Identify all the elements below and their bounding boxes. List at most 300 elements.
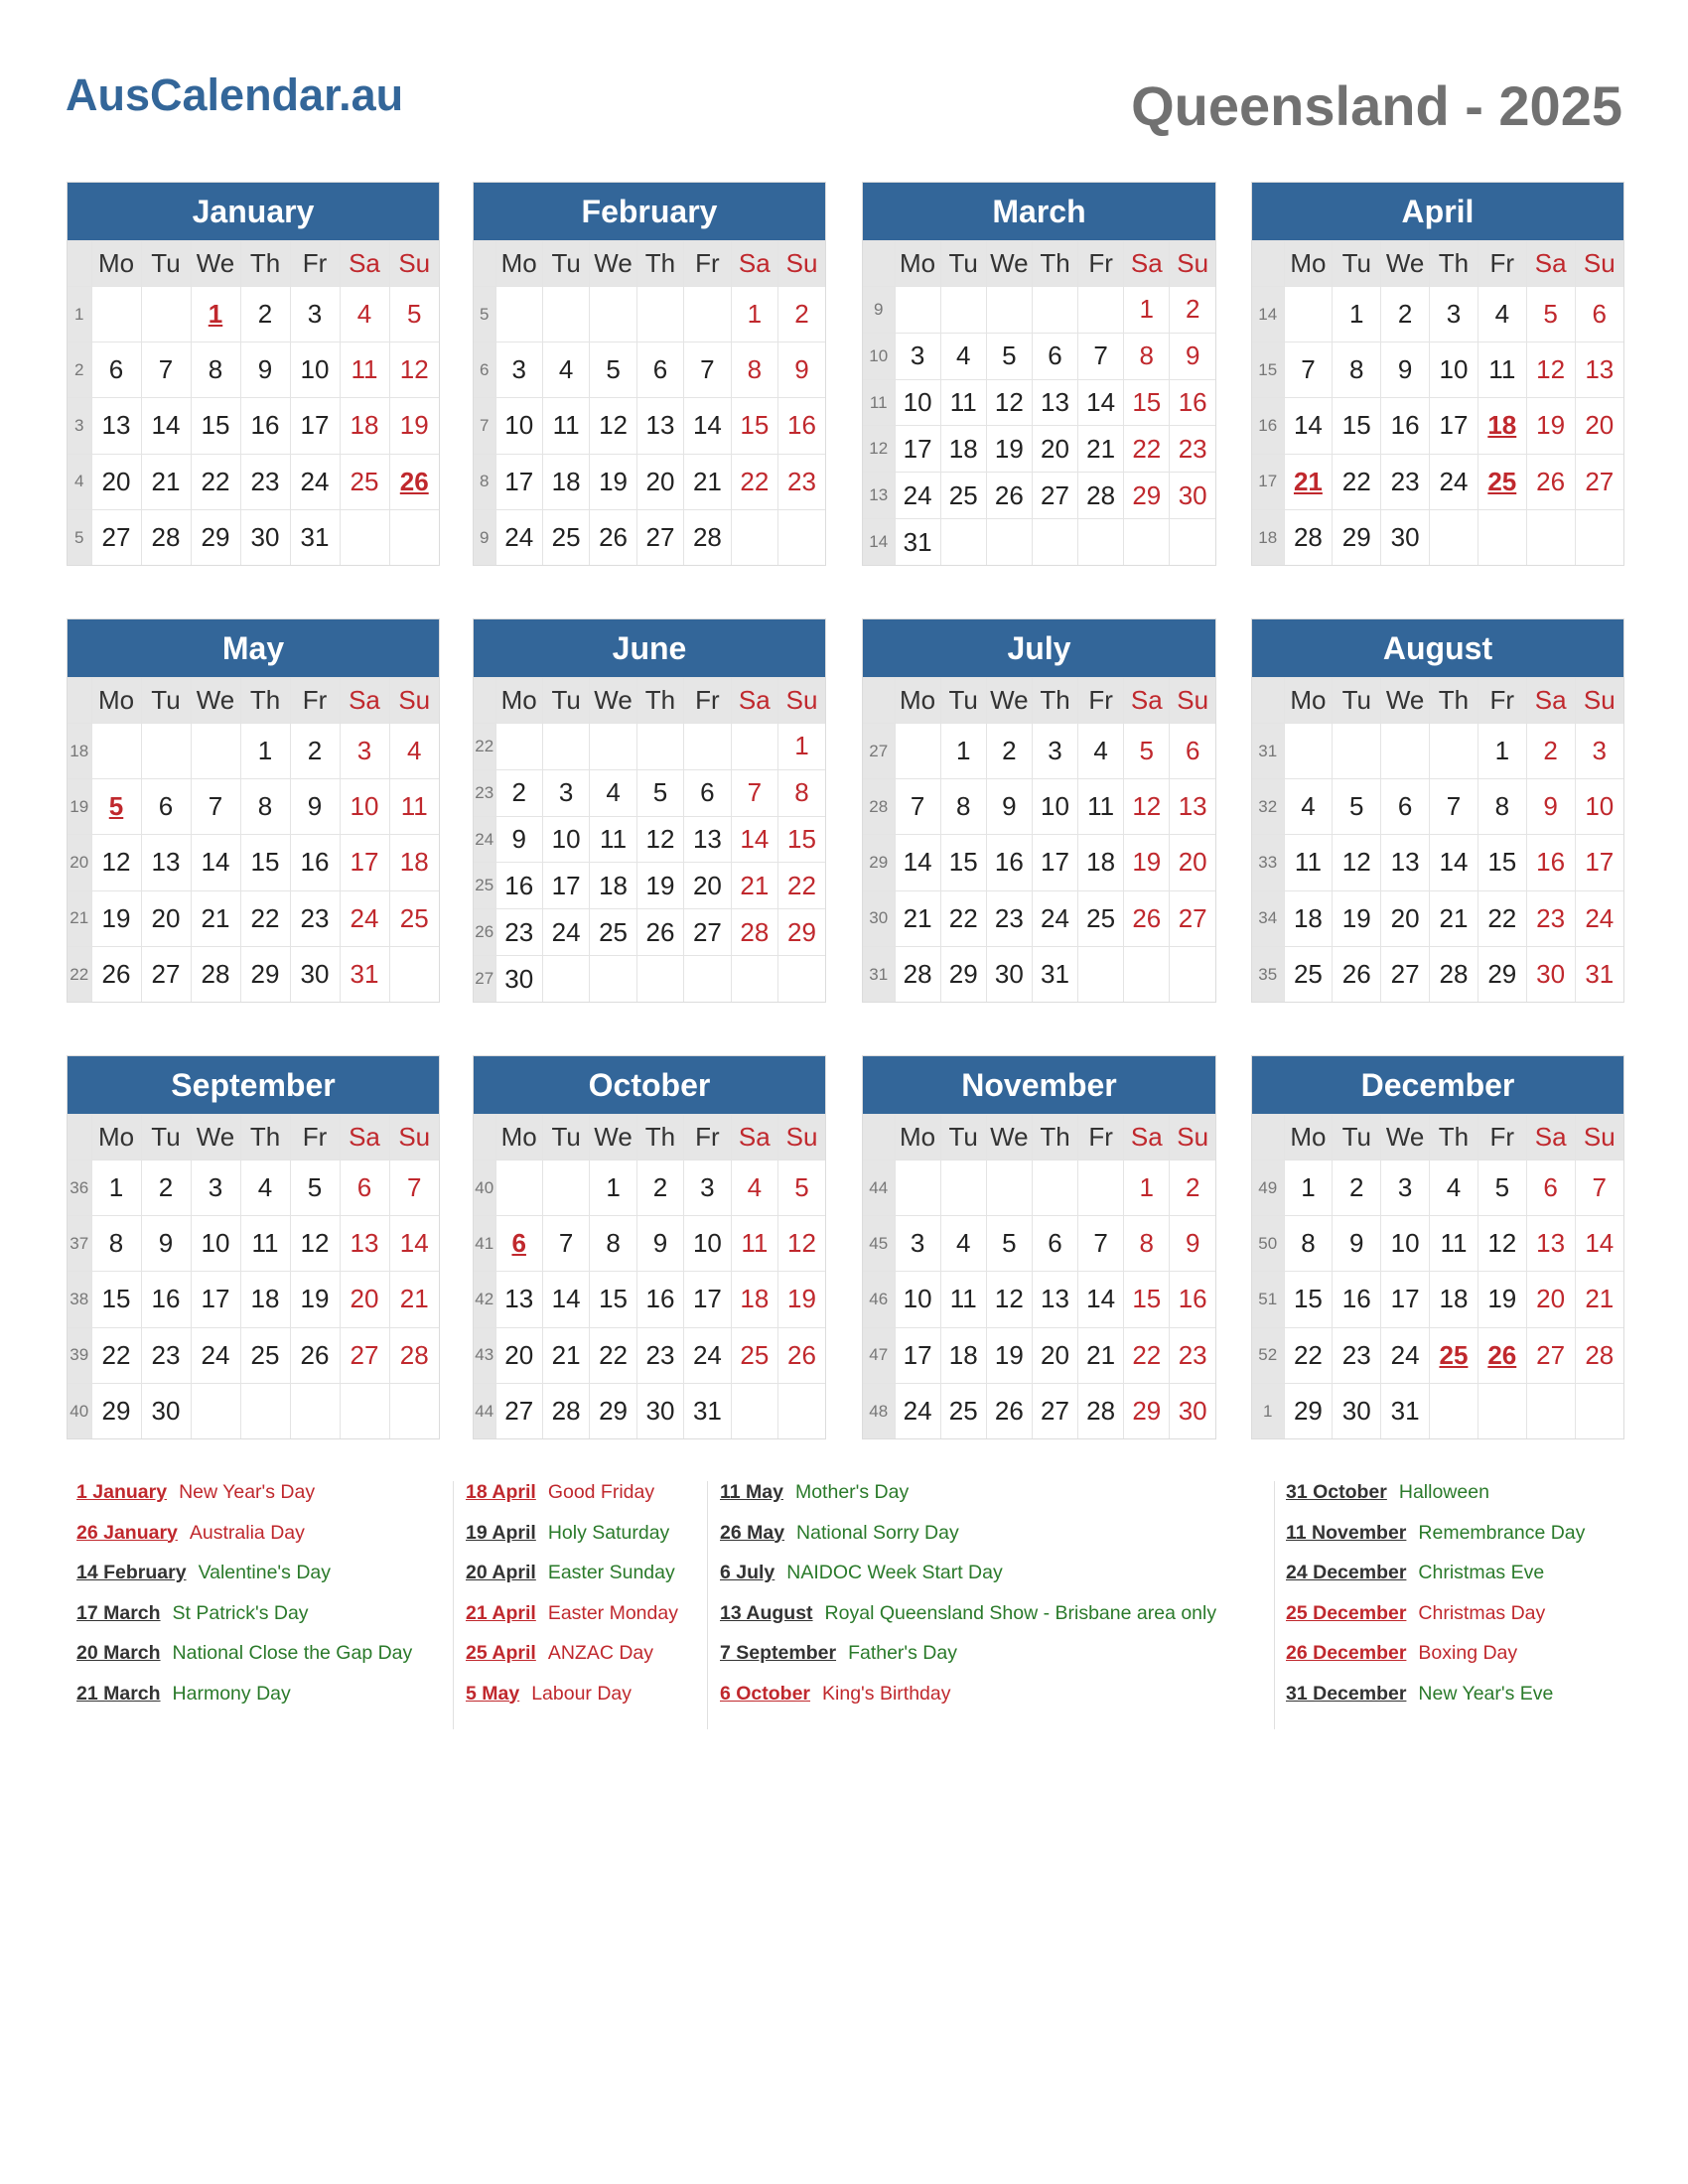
event-date-link[interactable]: 21 April [466,1601,536,1624]
day-cell[interactable]: 18 [590,863,636,909]
event-date-link[interactable]: 14 February [76,1562,187,1583]
day-cell[interactable]: 24 [895,473,940,519]
day-cell[interactable]: 8 [731,342,777,398]
day-cell[interactable]: 28 [1430,946,1478,1002]
day-cell[interactable]: 7 [1078,1216,1124,1272]
day-cell[interactable]: 16 [636,1272,683,1327]
day-cell[interactable]: 3 [495,342,542,398]
event-date-link[interactable]: 26 December [1286,1642,1407,1664]
day-cell[interactable]: 30 [240,509,290,565]
day-cell[interactable]: 9 [290,779,340,835]
day-cell[interactable]: 23 [1170,1327,1215,1383]
day-cell[interactable]: 11 [240,1216,290,1272]
day-cell[interactable]: 25 [940,1383,986,1438]
day-cell[interactable]: 1 [940,724,986,779]
event-date-link[interactable]: 11 November [1286,1521,1407,1544]
day-cell[interactable]: 28 [191,946,240,1002]
day-cell[interactable]: 15 [91,1272,141,1327]
event-date-link[interactable]: 17 March [76,1601,161,1624]
day-cell[interactable]: 22 [1124,1327,1170,1383]
public-holiday-day[interactable]: 26 [1477,1327,1526,1383]
day-cell[interactable]: 26 [778,1327,825,1383]
day-cell[interactable]: 4 [389,724,439,779]
day-cell[interactable]: 7 [1575,1160,1623,1216]
day-cell[interactable]: 12 [636,816,683,863]
event-date-link[interactable]: 13 August [720,1601,813,1624]
event-date-link[interactable]: 26 January [76,1521,178,1544]
day-cell[interactable]: 20 [684,863,731,909]
day-cell[interactable]: 16 [240,398,290,454]
day-cell[interactable]: 26 [1526,454,1575,509]
day-cell[interactable]: 17 [542,863,589,909]
day-cell[interactable]: 17 [1575,835,1623,890]
day-cell[interactable]: 6 [340,1160,389,1216]
day-cell[interactable]: 3 [191,1160,240,1216]
day-cell[interactable]: 10 [495,398,542,454]
day-cell[interactable]: 25 [542,509,589,565]
day-cell[interactable]: 24 [1575,890,1623,946]
day-cell[interactable]: 18 [731,1272,777,1327]
day-cell[interactable]: 23 [290,890,340,946]
public-holiday-day[interactable]: 25 [1430,1327,1478,1383]
day-cell[interactable]: 30 [986,946,1032,1002]
public-holiday-day[interactable]: 26 [389,454,439,509]
day-cell[interactable]: 6 [141,779,191,835]
day-cell[interactable]: 21 [1575,1272,1623,1327]
day-cell[interactable]: 11 [389,779,439,835]
day-cell[interactable]: 16 [986,835,1032,890]
day-cell[interactable]: 16 [778,398,825,454]
event-date-link[interactable]: 19 April [466,1521,536,1544]
day-cell[interactable]: 9 [1170,333,1215,379]
day-cell[interactable]: 25 [590,909,636,956]
day-cell[interactable]: 25 [1078,890,1124,946]
day-cell[interactable]: 4 [590,769,636,816]
day-cell[interactable]: 19 [986,1327,1032,1383]
day-cell[interactable]: 29 [191,509,240,565]
day-cell[interactable]: 31 [1381,1383,1430,1438]
day-cell[interactable]: 11 [1430,1216,1478,1272]
event-date-link[interactable]: 11 May [720,1481,783,1503]
day-cell[interactable]: 2 [141,1160,191,1216]
day-cell[interactable]: 1 [1124,1160,1170,1216]
day-cell[interactable]: 10 [340,779,389,835]
day-cell[interactable]: 12 [290,1216,340,1272]
event-date-link[interactable]: 5 May [466,1682,520,1705]
day-cell[interactable]: 28 [542,1383,589,1438]
day-cell[interactable]: 21 [895,890,940,946]
day-cell[interactable]: 22 [940,890,986,946]
day-cell[interactable]: 16 [1381,398,1430,454]
day-cell[interactable]: 18 [1284,890,1333,946]
day-cell[interactable]: 20 [636,454,683,509]
day-cell[interactable]: 10 [684,1216,731,1272]
day-cell[interactable]: 24 [495,509,542,565]
day-cell[interactable]: 12 [986,379,1032,426]
day-cell[interactable]: 4 [940,333,986,379]
day-cell[interactable]: 2 [1170,1160,1215,1216]
day-cell[interactable]: 27 [684,909,731,956]
day-cell[interactable]: 31 [1032,946,1077,1002]
day-cell[interactable]: 16 [141,1272,191,1327]
day-cell[interactable]: 16 [1333,1272,1381,1327]
day-cell[interactable]: 15 [240,835,290,890]
day-cell[interactable]: 15 [1124,1272,1170,1327]
day-cell[interactable]: 24 [1381,1327,1430,1383]
day-cell[interactable]: 19 [290,1272,340,1327]
day-cell[interactable]: 7 [731,769,777,816]
event-date-link[interactable]: 24 December [1286,1562,1407,1583]
day-cell[interactable]: 7 [1284,342,1333,398]
event-date-link[interactable]: 6 October [720,1682,811,1705]
day-cell[interactable]: 15 [1477,835,1526,890]
day-cell[interactable]: 26 [590,509,636,565]
day-cell[interactable]: 22 [590,1327,636,1383]
day-cell[interactable]: 11 [940,379,986,426]
day-cell[interactable]: 14 [1078,379,1124,426]
day-cell[interactable]: 8 [1124,333,1170,379]
day-cell[interactable]: 18 [1430,1272,1478,1327]
day-cell[interactable]: 5 [1333,779,1381,835]
day-cell[interactable]: 22 [778,863,825,909]
day-cell[interactable]: 27 [1032,1383,1077,1438]
day-cell[interactable]: 13 [1032,379,1077,426]
day-cell[interactable]: 9 [141,1216,191,1272]
day-cell[interactable]: 28 [1078,1383,1124,1438]
day-cell[interactable]: 29 [240,946,290,1002]
day-cell[interactable]: 2 [636,1160,683,1216]
day-cell[interactable]: 7 [1430,779,1478,835]
day-cell[interactable]: 4 [940,1216,986,1272]
day-cell[interactable]: 20 [340,1272,389,1327]
day-cell[interactable]: 23 [986,890,1032,946]
day-cell[interactable]: 7 [1078,333,1124,379]
day-cell[interactable]: 13 [636,398,683,454]
day-cell[interactable]: 4 [1284,779,1333,835]
day-cell[interactable]: 20 [1575,398,1623,454]
day-cell[interactable]: 29 [1284,1383,1333,1438]
day-cell[interactable]: 10 [290,342,340,398]
day-cell[interactable]: 26 [1124,890,1170,946]
day-cell[interactable]: 22 [91,1327,141,1383]
day-cell[interactable]: 25 [340,454,389,509]
day-cell[interactable]: 30 [290,946,340,1002]
day-cell[interactable]: 23 [1526,890,1575,946]
day-cell[interactable]: 4 [1078,724,1124,779]
day-cell[interactable]: 23 [778,454,825,509]
event-date-link[interactable]: 31 December [1286,1682,1407,1705]
day-cell[interactable]: 3 [684,1160,731,1216]
day-cell[interactable]: 10 [895,379,940,426]
day-cell[interactable]: 9 [1526,779,1575,835]
day-cell[interactable]: 8 [1477,779,1526,835]
day-cell[interactable]: 14 [1430,835,1478,890]
day-cell[interactable]: 20 [1381,890,1430,946]
day-cell[interactable]: 9 [240,342,290,398]
day-cell[interactable]: 6 [1381,779,1430,835]
day-cell[interactable]: 28 [389,1327,439,1383]
day-cell[interactable]: 12 [1124,779,1170,835]
day-cell[interactable]: 10 [1430,342,1478,398]
day-cell[interactable]: 8 [191,342,240,398]
day-cell[interactable]: 21 [542,1327,589,1383]
day-cell[interactable]: 6 [636,342,683,398]
day-cell[interactable]: 17 [191,1272,240,1327]
day-cell[interactable]: 13 [1381,835,1430,890]
day-cell[interactable]: 24 [684,1327,731,1383]
day-cell[interactable]: 12 [389,342,439,398]
day-cell[interactable]: 26 [91,946,141,1002]
day-cell[interactable]: 8 [1124,1216,1170,1272]
day-cell[interactable]: 3 [895,333,940,379]
day-cell[interactable]: 17 [895,1327,940,1383]
day-cell[interactable]: 5 [389,287,439,342]
day-cell[interactable]: 1 [1477,724,1526,779]
day-cell[interactable]: 12 [590,398,636,454]
day-cell[interactable]: 1 [590,1160,636,1216]
day-cell[interactable]: 29 [940,946,986,1002]
day-cell[interactable]: 23 [636,1327,683,1383]
event-date-link[interactable]: 1 January [76,1481,168,1503]
day-cell[interactable]: 13 [1575,342,1623,398]
day-cell[interactable]: 18 [1078,835,1124,890]
day-cell[interactable]: 3 [340,724,389,779]
day-cell[interactable]: 31 [1575,946,1623,1002]
day-cell[interactable]: 1 [1333,287,1381,342]
day-cell[interactable]: 22 [1124,426,1170,473]
day-cell[interactable]: 21 [389,1272,439,1327]
event-date-link[interactable]: 25 April [466,1642,536,1664]
day-cell[interactable]: 24 [542,909,589,956]
day-cell[interactable]: 19 [1124,835,1170,890]
day-cell[interactable]: 11 [1284,835,1333,890]
day-cell[interactable]: 17 [1032,835,1077,890]
day-cell[interactable]: 13 [684,816,731,863]
day-cell[interactable]: 27 [1170,890,1215,946]
day-cell[interactable]: 3 [895,1216,940,1272]
day-cell[interactable]: 27 [1526,1327,1575,1383]
day-cell[interactable]: 17 [895,426,940,473]
day-cell[interactable]: 2 [1381,287,1430,342]
day-cell[interactable]: 18 [240,1272,290,1327]
day-cell[interactable]: 7 [684,342,731,398]
day-cell[interactable]: 27 [1575,454,1623,509]
day-cell[interactable]: 7 [141,342,191,398]
day-cell[interactable]: 17 [340,835,389,890]
day-cell[interactable]: 14 [684,398,731,454]
day-cell[interactable]: 16 [1170,1272,1215,1327]
day-cell[interactable]: 3 [1575,724,1623,779]
day-cell[interactable]: 14 [141,398,191,454]
day-cell[interactable]: 5 [1477,1160,1526,1216]
day-cell[interactable]: 20 [1032,426,1077,473]
day-cell[interactable]: 15 [1124,379,1170,426]
day-cell[interactable]: 22 [1477,890,1526,946]
day-cell[interactable]: 9 [495,816,542,863]
day-cell[interactable]: 17 [684,1272,731,1327]
day-cell[interactable]: 18 [940,426,986,473]
day-cell[interactable]: 24 [895,1383,940,1438]
day-cell[interactable]: 16 [1170,379,1215,426]
day-cell[interactable]: 17 [1381,1272,1430,1327]
day-cell[interactable]: 28 [731,909,777,956]
day-cell[interactable]: 14 [542,1272,589,1327]
day-cell[interactable]: 2 [1333,1160,1381,1216]
day-cell[interactable]: 6 [1575,287,1623,342]
event-date-link[interactable]: 21 March [76,1682,161,1705]
day-cell[interactable]: 25 [731,1327,777,1383]
day-cell[interactable]: 14 [1575,1216,1623,1272]
day-cell[interactable]: 30 [1170,1383,1215,1438]
day-cell[interactable]: 19 [778,1272,825,1327]
day-cell[interactable]: 7 [542,1216,589,1272]
day-cell[interactable]: 12 [778,1216,825,1272]
day-cell[interactable]: 16 [495,863,542,909]
day-cell[interactable]: 21 [1078,426,1124,473]
day-cell[interactable]: 23 [141,1327,191,1383]
day-cell[interactable]: 9 [778,342,825,398]
day-cell[interactable]: 20 [1170,835,1215,890]
day-cell[interactable]: 25 [940,473,986,519]
day-cell[interactable]: 1 [1284,1160,1333,1216]
day-cell[interactable]: 14 [1284,398,1333,454]
day-cell[interactable]: 29 [1124,473,1170,519]
day-cell[interactable]: 16 [1526,835,1575,890]
day-cell[interactable]: 27 [141,946,191,1002]
day-cell[interactable]: 5 [986,1216,1032,1272]
event-date-link[interactable]: 18 April [466,1481,536,1503]
event-date-link[interactable]: 6 July [720,1562,775,1583]
day-cell[interactable]: 26 [636,909,683,956]
day-cell[interactable]: 8 [1333,342,1381,398]
day-cell[interactable]: 3 [1032,724,1077,779]
day-cell[interactable]: 4 [340,287,389,342]
day-cell[interactable]: 10 [191,1216,240,1272]
day-cell[interactable]: 19 [1477,1272,1526,1327]
day-cell[interactable]: 14 [895,835,940,890]
day-cell[interactable]: 6 [1526,1160,1575,1216]
day-cell[interactable]: 6 [1032,333,1077,379]
day-cell[interactable]: 13 [1526,1216,1575,1272]
day-cell[interactable]: 15 [1284,1272,1333,1327]
day-cell[interactable]: 5 [986,333,1032,379]
day-cell[interactable]: 28 [684,509,731,565]
day-cell[interactable]: 21 [141,454,191,509]
day-cell[interactable]: 23 [240,454,290,509]
day-cell[interactable]: 19 [590,454,636,509]
day-cell[interactable]: 2 [240,287,290,342]
day-cell[interactable]: 1 [778,724,825,770]
public-holiday-day[interactable]: 25 [1477,454,1526,509]
day-cell[interactable]: 27 [495,1383,542,1438]
day-cell[interactable]: 15 [590,1272,636,1327]
day-cell[interactable]: 4 [240,1160,290,1216]
day-cell[interactable]: 11 [590,816,636,863]
day-cell[interactable]: 23 [1381,454,1430,509]
day-cell[interactable]: 21 [731,863,777,909]
day-cell[interactable]: 29 [1124,1383,1170,1438]
day-cell[interactable]: 13 [141,835,191,890]
day-cell[interactable]: 5 [1526,287,1575,342]
day-cell[interactable]: 24 [1032,890,1077,946]
day-cell[interactable]: 12 [1477,1216,1526,1272]
day-cell[interactable]: 28 [1284,509,1333,565]
day-cell[interactable]: 10 [542,816,589,863]
day-cell[interactable]: 2 [1526,724,1575,779]
day-cell[interactable]: 21 [1430,890,1478,946]
day-cell[interactable]: 27 [636,509,683,565]
public-holiday-day[interactable]: 1 [191,287,240,342]
day-cell[interactable]: 22 [240,890,290,946]
day-cell[interactable]: 10 [1381,1216,1430,1272]
day-cell[interactable]: 29 [91,1383,141,1438]
public-holiday-day[interactable]: 18 [1477,398,1526,454]
day-cell[interactable]: 6 [91,342,141,398]
day-cell[interactable]: 30 [636,1383,683,1438]
day-cell[interactable]: 15 [731,398,777,454]
day-cell[interactable]: 4 [542,342,589,398]
event-date-link[interactable]: 20 March [76,1642,161,1664]
day-cell[interactable]: 29 [1477,946,1526,1002]
day-cell[interactable]: 7 [389,1160,439,1216]
day-cell[interactable]: 8 [1284,1216,1333,1272]
day-cell[interactable]: 17 [495,454,542,509]
day-cell[interactable]: 30 [495,956,542,1003]
day-cell[interactable]: 7 [191,779,240,835]
day-cell[interactable]: 27 [1032,473,1077,519]
day-cell[interactable]: 25 [240,1327,290,1383]
day-cell[interactable]: 15 [191,398,240,454]
day-cell[interactable]: 6 [1032,1216,1077,1272]
day-cell[interactable]: 20 [495,1327,542,1383]
day-cell[interactable]: 24 [290,454,340,509]
day-cell[interactable]: 13 [340,1216,389,1272]
day-cell[interactable]: 30 [1526,946,1575,1002]
day-cell[interactable]: 26 [1333,946,1381,1002]
day-cell[interactable]: 4 [1477,287,1526,342]
day-cell[interactable]: 26 [986,473,1032,519]
day-cell[interactable]: 10 [895,1272,940,1327]
day-cell[interactable]: 29 [590,1383,636,1438]
day-cell[interactable]: 27 [340,1327,389,1383]
day-cell[interactable]: 17 [1430,398,1478,454]
day-cell[interactable]: 21 [684,454,731,509]
day-cell[interactable]: 7 [895,779,940,835]
day-cell[interactable]: 8 [940,779,986,835]
day-cell[interactable]: 18 [389,835,439,890]
day-cell[interactable]: 18 [940,1327,986,1383]
day-cell[interactable]: 30 [1333,1383,1381,1438]
day-cell[interactable]: 8 [590,1216,636,1272]
day-cell[interactable]: 12 [91,835,141,890]
day-cell[interactable]: 15 [778,816,825,863]
day-cell[interactable]: 28 [1575,1327,1623,1383]
day-cell[interactable]: 14 [731,816,777,863]
event-date-link[interactable]: 7 September [720,1642,837,1664]
day-cell[interactable]: 13 [495,1272,542,1327]
day-cell[interactable]: 31 [340,946,389,1002]
day-cell[interactable]: 5 [636,769,683,816]
day-cell[interactable]: 4 [731,1160,777,1216]
day-cell[interactable]: 1 [731,287,777,342]
day-cell[interactable]: 2 [986,724,1032,779]
day-cell[interactable]: 31 [290,509,340,565]
day-cell[interactable]: 5 [290,1160,340,1216]
day-cell[interactable]: 25 [389,890,439,946]
day-cell[interactable]: 9 [1333,1216,1381,1272]
day-cell[interactable]: 12 [1333,835,1381,890]
day-cell[interactable]: 26 [986,1383,1032,1438]
